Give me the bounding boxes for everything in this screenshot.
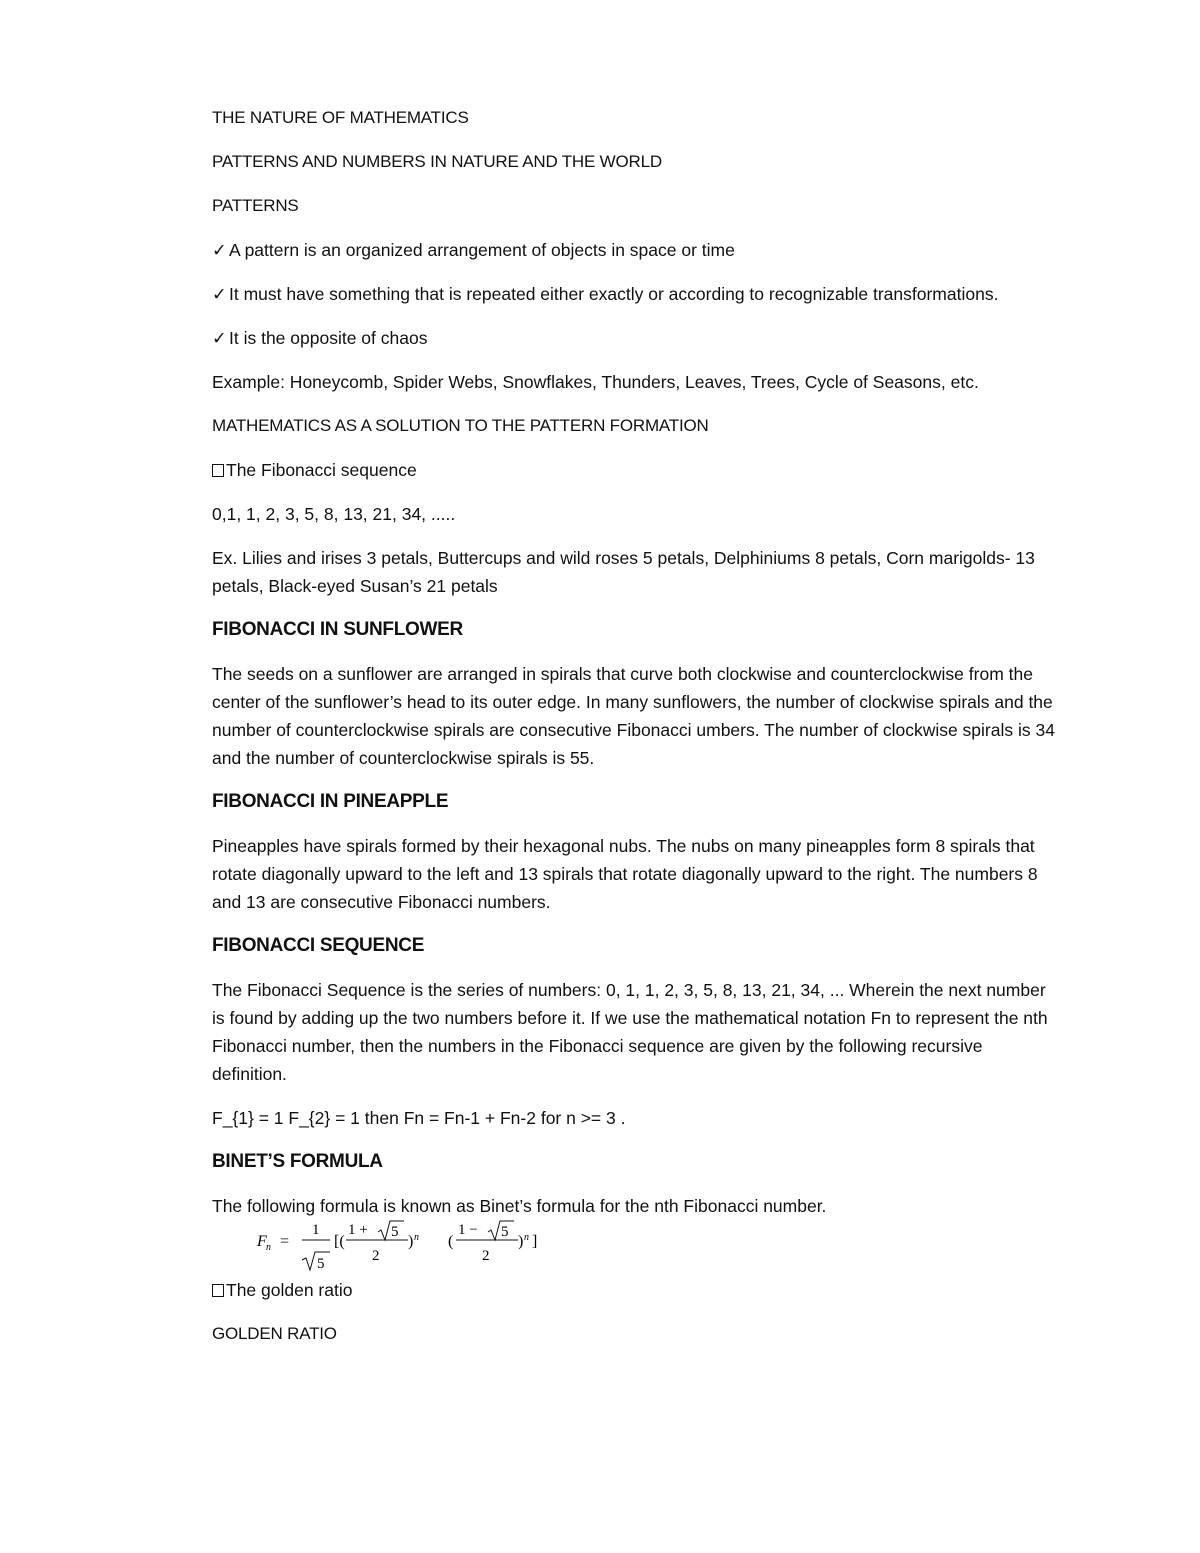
formula-close: ) <box>408 1233 414 1250</box>
math-heading: MATHEMATICS AS A SOLUTION TO THE PATTERN FORMATION <box>212 416 709 435</box>
fibonacci-item-label: The Fibonacci sequence <box>226 460 417 480</box>
formula-sqrt5: 5 <box>391 1224 399 1240</box>
golden-ratio-item-label: The golden ratio <box>226 1280 353 1300</box>
check-icon: ✓ <box>212 328 227 348</box>
formula-sqrt-sign <box>302 1252 330 1270</box>
pineapple-heading: FIBONACCI IN PINEAPPLE <box>212 791 449 812</box>
formula-plus-numerator: 1 + <box>348 1222 368 1238</box>
bullet-text: A pattern is an organized arrangement of objects in space or time <box>229 240 735 260</box>
formula-open: [( <box>334 1233 345 1250</box>
bullet-item <box>212 236 1058 264</box>
formula-lhs: F <box>257 1233 267 1250</box>
formula-equals: = <box>280 1233 290 1250</box>
formula-sqrt5: 5 <box>501 1224 509 1240</box>
check-icon: ✓ <box>212 284 227 304</box>
checkbox-icon <box>212 1284 224 1297</box>
document-title: THE NATURE OF MATHEMATICS <box>212 108 469 127</box>
sunflower-body: The seeds on a sunflower are arranged in spirals that curve both clockwise and counterclockwise from the center of the sunflower’s head to its outer edge. In many sunflowers, the number of clockwise spirals and the number of counterclockwise spirals are consecutive Fibonacci umbers. The number of clockwise spirals is 34 and the number of counterclockwise spirals is 55. <box>212 664 1055 768</box>
formula-one: 1 <box>312 1222 320 1238</box>
bullet-text: It is the opposite of chaos <box>229 328 428 348</box>
binet-formula <box>212 1220 1058 1276</box>
binet-heading: BINET’S FORMULA <box>212 1151 383 1172</box>
bullet-text: It must have something that is repeated either exactly or according to recognizable transformations. <box>229 284 999 304</box>
checkbox-icon <box>212 464 224 477</box>
formula-open2: ( <box>448 1233 454 1250</box>
bullet-item <box>212 324 1058 352</box>
formula-power: n <box>524 1232 529 1243</box>
binet-formula-graphic <box>252 1220 612 1276</box>
example-line: Example: Honeycomb, Spider Webs, Snowflakes, Thunders, Leaves, Trees, Cycle of Seasons, etc. <box>212 372 979 392</box>
formula-lhs-sub: n <box>266 1242 271 1253</box>
document-page <box>212 104 1058 1364</box>
formula-minus-numerator: 1 − <box>458 1222 478 1238</box>
fibonacci-item <box>212 456 1058 484</box>
sequence-body: The Fibonacci Sequence is the series of numbers: 0, 1, 1, 2, 3, 5, 8, 13, 21, 34, ... Wherein the next number is found by adding up the two numbers before it. If we use the mathematical notation Fn to represent the nth Fibonacci number, then the numbers in the Fibonacci sequence are given by the following recursive definition. <box>212 980 1048 1084</box>
bullet-item <box>212 280 1058 308</box>
binet-body: The following formula is known as Binet’s formula for the nth Fibonacci number. <box>212 1196 827 1216</box>
sequence-heading: FIBONACCI SEQUENCE <box>212 935 425 956</box>
formula-denominator: 2 <box>482 1248 490 1264</box>
formula-end-bracket: ] <box>532 1233 538 1250</box>
formula-denominator: 2 <box>372 1248 380 1264</box>
formula-end: ) <box>518 1233 524 1250</box>
golden-ratio-item <box>212 1276 1058 1304</box>
patterns-heading: PATTERNS <box>212 196 299 215</box>
sunflower-heading: FIBONACCI IN SUNFLOWER <box>212 619 463 640</box>
fibonacci-numbers: 0,1, 1, 2, 3, 5, 8, 13, 21, 34, ..... <box>212 504 456 524</box>
golden-ratio-heading: GOLDEN RATIO <box>212 1324 337 1343</box>
fibonacci-example: Ex. Lilies and irises 3 petals, Buttercups and wild roses 5 petals, Delphiniums 8 petals, Corn marigolds- 13 petals, Black-eyed Susan’s 21 petals <box>212 548 1035 596</box>
formula-sqrt5: 5 <box>317 1256 325 1272</box>
formula-power: n <box>414 1232 419 1243</box>
document-subtitle: PATTERNS AND NUMBERS IN NATURE AND THE WORLD <box>212 152 662 171</box>
recursive-definition: F_{1} = 1 F_{2} = 1 then Fn = Fn-1 + Fn-2 for n >= 3 . <box>212 1108 626 1128</box>
check-icon: ✓ <box>212 240 227 260</box>
pineapple-body: Pineapples have spirals formed by their hexagonal nubs. The nubs on many pineapples form 8 spirals that rotate diagonally upward to the left and 13 spirals that rotate diagonally upward to the right. The numbers 8 and 13 are consecutive Fibonacci numbers. <box>212 836 1038 912</box>
